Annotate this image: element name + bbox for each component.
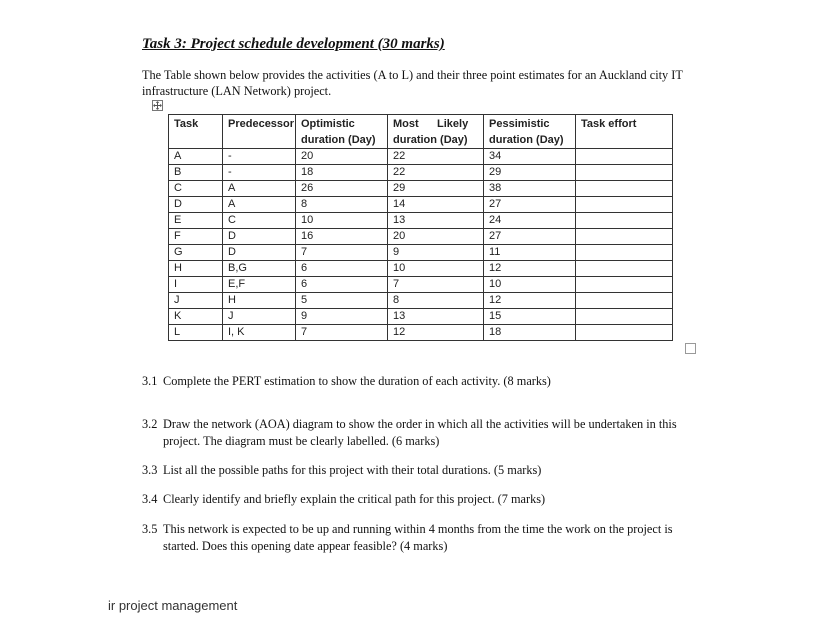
- table-row: [169, 325, 673, 341]
- cell-effort[interactable]: [576, 181, 673, 197]
- cell-task: K: [169, 309, 223, 325]
- cell-task: G: [169, 245, 223, 261]
- cell-effort[interactable]: [576, 245, 673, 261]
- cell-optimistic: 7: [296, 245, 388, 261]
- cell-predecessor: D: [223, 229, 296, 245]
- table-row: [169, 149, 673, 165]
- cell-likely: 10: [388, 261, 484, 277]
- question-3-2: 3.2 Draw the network (AOA) diagram to show the order in which all the activities will be undertaken in this project. The diagram must be clearly labelled. (6 marks): [142, 417, 677, 448]
- cell-pessimistic: 27: [484, 229, 576, 245]
- header-optimistic: Optimistic duration (Day): [296, 115, 388, 149]
- cell-predecessor: -: [223, 165, 296, 181]
- cell-task: J: [169, 293, 223, 309]
- question-3-5: 3.5 This network is expected to be up and running within 4 months from the time the work on the project is started. Does this opening date appear feasible? (4 marks): [142, 522, 673, 553]
- cell-optimistic: 18: [296, 165, 388, 181]
- cell-task: C: [169, 181, 223, 197]
- cell-predecessor: J: [223, 309, 296, 325]
- cell-likely: 7: [388, 277, 484, 293]
- cell-pessimistic: 12: [484, 293, 576, 309]
- header-most-likely: Most Likely duration (Day): [388, 115, 484, 149]
- cell-predecessor: -: [223, 149, 296, 165]
- table-header-row: [169, 115, 673, 149]
- cell-optimistic: 7: [296, 325, 388, 341]
- cell-effort[interactable]: [576, 213, 673, 229]
- cell-pessimistic: 12: [484, 261, 576, 277]
- table-resize-handle[interactable]: [685, 343, 696, 354]
- question-3-3: 3.3 List all the possible paths for this project with their total durations. (5 marks): [142, 463, 542, 477]
- cell-effort[interactable]: [576, 197, 673, 213]
- table-move-icon[interactable]: [152, 100, 163, 111]
- cell-likely: 8: [388, 293, 484, 309]
- cell-task: F: [169, 229, 223, 245]
- cell-optimistic: 6: [296, 261, 388, 277]
- cell-optimistic: 9: [296, 309, 388, 325]
- cell-effort[interactable]: [576, 277, 673, 293]
- cell-likely: 13: [388, 309, 484, 325]
- question-3-1: 3.1 Complete the PERT estimation to show the duration of each activity. (8 marks): [142, 374, 551, 388]
- cell-effort[interactable]: [576, 309, 673, 325]
- table-row: [169, 213, 673, 229]
- cell-likely: 14: [388, 197, 484, 213]
- cell-effort[interactable]: [576, 325, 673, 341]
- cell-task: A: [169, 149, 223, 165]
- cell-effort[interactable]: [576, 293, 673, 309]
- cell-predecessor: I, K: [223, 325, 296, 341]
- intro-paragraph: The Table shown below provides the activities (A to L) and their three point estimates for an Auckland city IT infrastructure (LAN Network) project.: [142, 68, 683, 98]
- table-row: [169, 261, 673, 277]
- question-3-4: 3.4 Clearly identify and briefly explain the critical path for this project. (7 marks): [142, 492, 546, 506]
- cell-likely: 29: [388, 181, 484, 197]
- cell-likely: 22: [388, 165, 484, 181]
- cell-pessimistic: 34: [484, 149, 576, 165]
- cell-likely: 20: [388, 229, 484, 245]
- table-row: [169, 165, 673, 181]
- cell-optimistic: 26: [296, 181, 388, 197]
- cell-effort[interactable]: [576, 149, 673, 165]
- cell-optimistic: 6: [296, 277, 388, 293]
- cell-pessimistic: 18: [484, 325, 576, 341]
- cell-task: H: [169, 261, 223, 277]
- footer-text: ir project management: [108, 598, 238, 613]
- cell-optimistic: 5: [296, 293, 388, 309]
- cell-optimistic: 20: [296, 149, 388, 165]
- cell-optimistic: 16: [296, 229, 388, 245]
- cell-predecessor: A: [223, 181, 296, 197]
- header-predecessor: Predecessor: [223, 115, 296, 149]
- cell-predecessor: D: [223, 245, 296, 261]
- cell-task: D: [169, 197, 223, 213]
- cell-effort[interactable]: [576, 261, 673, 277]
- cell-task: I: [169, 277, 223, 293]
- table-row: [169, 197, 673, 213]
- cell-predecessor: H: [223, 293, 296, 309]
- cell-task: B: [169, 165, 223, 181]
- cell-pessimistic: 10: [484, 277, 576, 293]
- table-row: [169, 245, 673, 261]
- table-row: [169, 293, 673, 309]
- header-task: Task: [169, 115, 223, 149]
- cell-effort[interactable]: [576, 165, 673, 181]
- pert-table: [168, 114, 673, 341]
- cell-pessimistic: 24: [484, 213, 576, 229]
- cell-pessimistic: 27: [484, 197, 576, 213]
- cell-likely: 13: [388, 213, 484, 229]
- table-row: [169, 229, 673, 245]
- cell-likely: 12: [388, 325, 484, 341]
- table-row: [169, 309, 673, 325]
- cell-optimistic: 8: [296, 197, 388, 213]
- header-pessimistic: Pessimistic duration (Day): [484, 115, 576, 149]
- cell-predecessor: A: [223, 197, 296, 213]
- cell-likely: 9: [388, 245, 484, 261]
- cell-pessimistic: 15: [484, 309, 576, 325]
- cell-effort[interactable]: [576, 229, 673, 245]
- cell-task: E: [169, 213, 223, 229]
- cell-optimistic: 10: [296, 213, 388, 229]
- cell-predecessor: B,G: [223, 261, 296, 277]
- cell-pessimistic: 11: [484, 245, 576, 261]
- cell-predecessor: E,F: [223, 277, 296, 293]
- table-row: [169, 277, 673, 293]
- header-task-effort: Task effort: [576, 115, 673, 149]
- table-row: [169, 181, 673, 197]
- cell-task: L: [169, 325, 223, 341]
- cell-likely: 22: [388, 149, 484, 165]
- task-title: Task 3: Project schedule development (30 marks): [142, 36, 445, 52]
- cell-pessimistic: 29: [484, 165, 576, 181]
- cell-pessimistic: 38: [484, 181, 576, 197]
- cell-predecessor: C: [223, 213, 296, 229]
